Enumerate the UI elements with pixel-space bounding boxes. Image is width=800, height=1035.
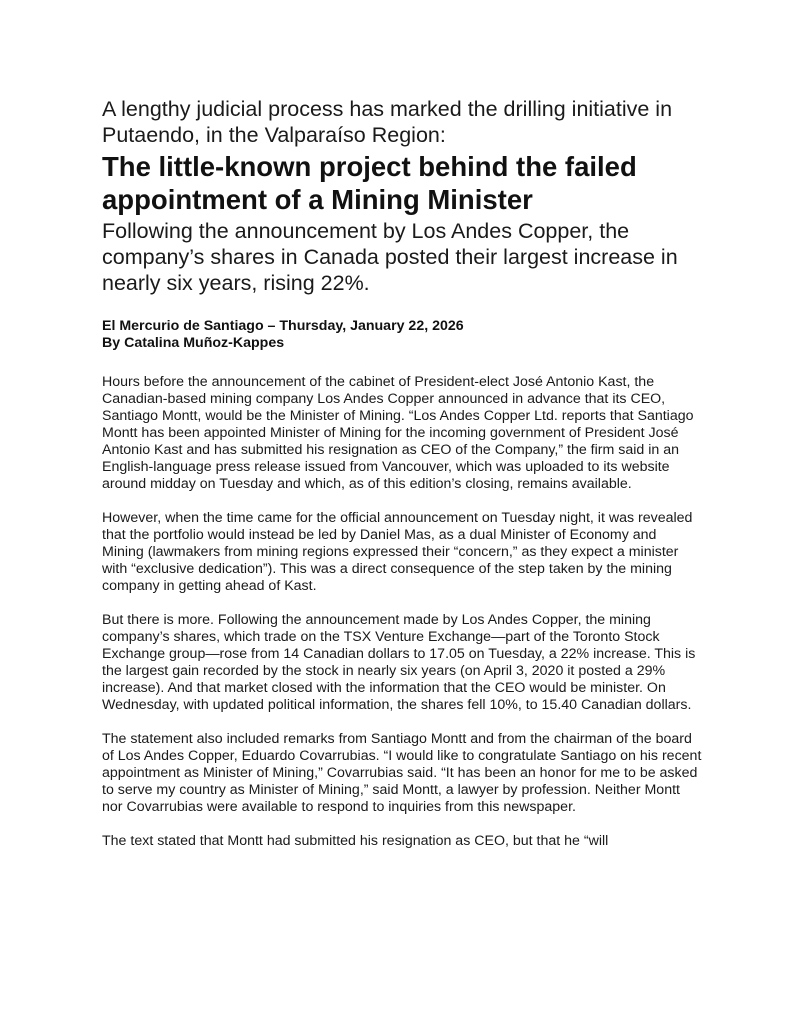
body-paragraph: The statement also included remarks from Santiago Montt and from the chairman of the board of Los Andes Copper, Eduardo Covarrubias. “I would like to congratulate Santiago on his recent appointment as Minister of Mining,” Covarrubias said. “It has been an honor for me to be asked to serve my country as Minister of Mining,” said Montt, a lawyer by profession. Neither Montt nor Covarrubias were available to respond to inquiries from this newspaper.	[102, 731, 702, 815]
article-subhead: Following the announcement by Los Andes Copper, the company’s shares in Canada posted their largest increase in nearly six years, rising 22%.	[102, 219, 678, 295]
body-paragraph: The text stated that Montt had submitted his resignation as CEO, but that he “will	[102, 833, 609, 849]
body-paragraph: However, when the time came for the official announcement on Tuesday night, it was revealed that the portfolio would instead be led by Daniel Mas, as a dual Minister of Economy and Mining (lawmakers from mining regions expressed their “concern,” as they expect a minister with “exclusive dedication”). This was a direct consequence of the step taken by the mining company in getting ahead of Kast.	[102, 510, 693, 594]
author-line: By Catalina Muñoz-Kappes	[102, 335, 285, 351]
article-kicker: A lengthy judicial process has marked the drilling initiative in Putaendo, in the Valparaíso Region:	[102, 97, 673, 147]
body-paragraph: Hours before the announcement of the cabinet of President-elect José Antonio Kast, the Canadian-based mining company Los Andes Copper announced in advance that its CEO, Santiago Montt, would be the Minister of Mining. “Los Andes Copper Ltd. reports that Santiago Montt has been appointed Minister of Mining for the incoming government of President José Antonio Kast and has submitted his resignation as CEO of the Company,” the firm said in an English-language press release issued from Vancouver, which was uploaded to its website around midday on Tuesday and which, as of this edition’s closing, remains available.	[102, 374, 694, 492]
source-line: El Mercurio de Santiago – Thursday, January 22, 2026	[102, 318, 464, 334]
article-page	[102, 96, 702, 867]
article-headline: The little-known project behind the failed appointment of a Mining Minister	[102, 151, 637, 215]
article-body	[102, 374, 702, 850]
byline	[102, 318, 702, 352]
body-paragraph: But there is more. Following the announcement made by Los Andes Copper, the mining company’s shares, which trade on the TSX Venture Exchange—part of the Toronto Stock Exchange group—rose from 14 Canadian dollars to 17.05 on Tuesday, a 22% increase. This is the largest gain recorded by the stock in nearly six years (on April 3, 2020 it posted a 29% increase). And that market closed with the information that the CEO would be minister. On Wednesday, with updated political information, the shares fell 10%, to 15.40 Canadian dollars.	[102, 612, 696, 713]
